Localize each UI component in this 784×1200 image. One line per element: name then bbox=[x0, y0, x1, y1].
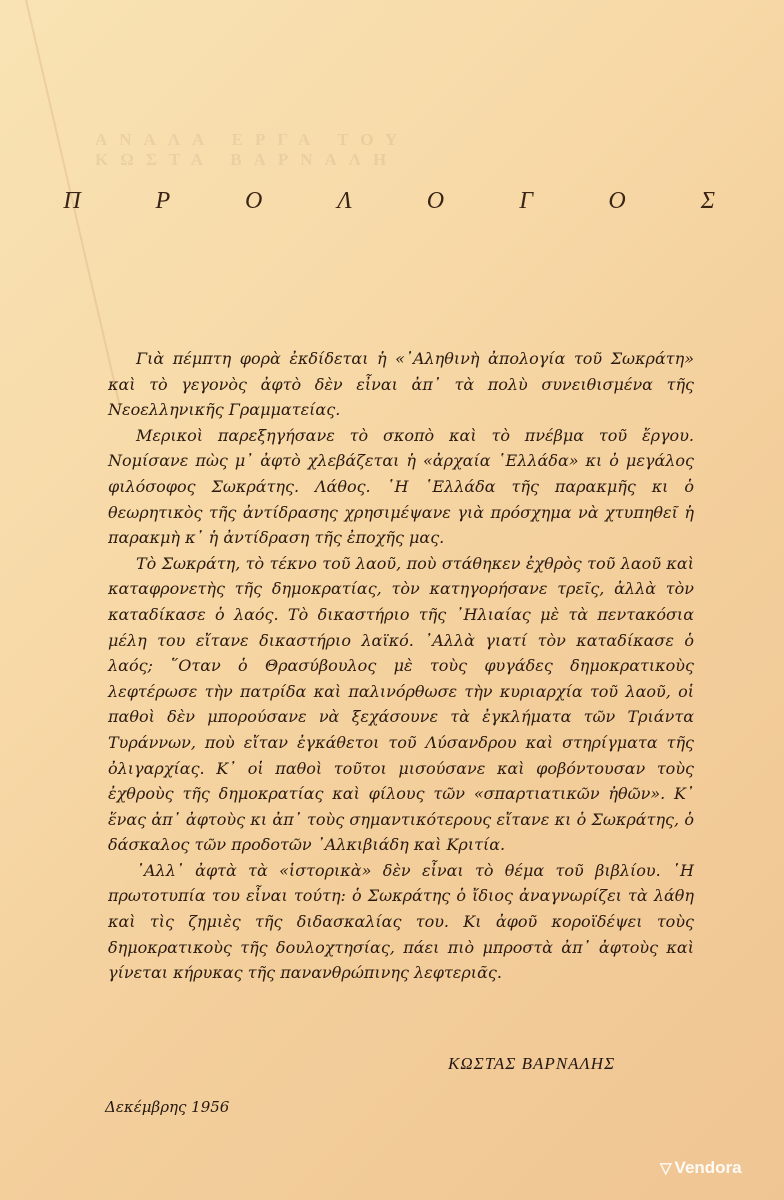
paragraph: Τὸ Σωκράτη, τὸ τέκνο τοῦ λαοῦ, ποὺ στάθηκεν ἐχθρὸς τοῦ λαοῦ καὶ καταφρονετὴς τῆς δημοκρατίας, τὸν κατηγορήσανε τρεῖς, ἀλλὰ τὸν καταδίκασε ὁ λαός. Τὸ δικαστήριο τῆς ᾿Ηλιαίας μὲ τὰ πεντακόσια μέλη του εἴτανε δικαστήριο λαϊκό. ᾿Αλλὰ γιατί τὸν καταδίκασε ὁ λαός; ῞Οταν ὁ Θρασύβουλος μὲ τοὺς φυγάδες δημοκρατικοὺς λεφτέρωσε τὴν πατρίδα καὶ παλινόρθωσε τὴν κυριαρχία τοῦ λαοῦ, οἱ παθοὶ δὲν μπορούσανε νὰ ξεχάσουνε τὰ ἐγκλήματα τῶν Τριάντα Τυράννων, ποὺ εἴταν ἐγκάθετοι τοῦ Λύσανδρου καὶ στηρίγματα τῆς ὀλιγαρχίας. Κ᾿ οἱ παθοὶ τοῦτοι μισούσανε καὶ φοβόντουσαν τοὺς ἐχθροὺς τῆς δημοκρατίας καὶ φίλους τῶν «σπαρτιατικῶν ἠθῶν». Κ᾿ ἕνας ἀπ᾿ ἀφτοὺς κι ἀπ᾿ τοὺς σημαντικότερους εἴτανε κι ὁ Σωκράτης, ὁ δάσκαλος τῶν προδοτῶν ᾿Αλκιβιάδη καὶ Κριτία. bbox=[108, 553, 694, 855]
paragraph: ᾿Αλλ᾿ ἀφτὰ τὰ «ἱστορικὰ» δὲν εἶναι τὸ θέμα τοῦ βιβλίου. ῾Η πρωτοτυπία του εἶναι τούτη: ὁ Σωκράτης ὁ ἴδιος ἀναγνωρίζει τὰ λάθη καὶ τὶς ζημιὲς τῆς διδασκαλίας του. Κι ἀφοῦ κοροϊδέψει τοὺς δημοκρατικοὺς τῆς δουλοχτησίας, πάει πιὸ μπροστὰ ἀπ᾿ ἀφτοὺς καὶ γίνεται κήρυκας τῆς πανανθρώπινης λεφτεριᾶς. bbox=[108, 860, 694, 983]
title-letter: Π bbox=[63, 188, 81, 214]
vendora-watermark bbox=[660, 1158, 742, 1178]
vendora-v-icon: ▽ bbox=[660, 1160, 672, 1177]
title-letter: Ο bbox=[608, 188, 626, 214]
title-letter: Ρ bbox=[155, 188, 171, 214]
paragraph: Γιὰ πέμπτη φορὰ ἐκδίδεται ἡ «᾿Αληθινὴ ἀπολογία τοῦ Σωκράτη» καὶ τὸ γεγονὸς ἀφτὸ δὲν εἶναι ἀπ᾿ τὰ πολὺ συνειθισμένα τῆς Νεοελληνικῆς Γραμματείας. bbox=[108, 349, 694, 420]
author-signature: ΚΩΣΤΑΣ ΒΑΡΝΑΛΗΣ bbox=[448, 1054, 616, 1073]
title-letter: Γ bbox=[519, 188, 534, 214]
title-letter: Ο bbox=[245, 188, 263, 214]
paragraph: Μερικοὶ παρεξηγήσανε τὸ σκοπὸ καὶ τὸ πνέβμα τοῦ ἔργου. Νομίσανε πὼς μ᾿ ἀφτὸ χλεβάζεται ἡ «ἀρχαία ῾Ελλάδα» κι ὁ μεγάλος φιλόσοφος Σωκράτης. Λάθος. ῾Η ῾Ελλάδα τῆς παρακμῆς κι ὁ θεωρητικὸς τῆς ἀντίδρασης χρησιμέψανε γιὰ πρόσχημα νὰ χτυπηθεῖ ἡ παρακμὴ κ᾿ ἡ ἀντίδραση τῆς ἐποχῆς μας. bbox=[108, 425, 694, 548]
title-letter: Σ bbox=[700, 188, 716, 214]
date-line: Δεκέμβρης 1956 bbox=[105, 1098, 230, 1116]
watermark-label: Vendora bbox=[674, 1158, 742, 1177]
page-title bbox=[60, 188, 720, 215]
title-letter: Ο bbox=[426, 188, 445, 214]
bleed-through-text: ΑΝΑΛΑ ΕΡΓΑ ΤΟΥ ΚΩΣΤΑ ΒΑΡΝΑΛΗ bbox=[95, 130, 410, 169]
preface-body bbox=[108, 346, 694, 986]
title-letter: Λ bbox=[337, 188, 352, 214]
